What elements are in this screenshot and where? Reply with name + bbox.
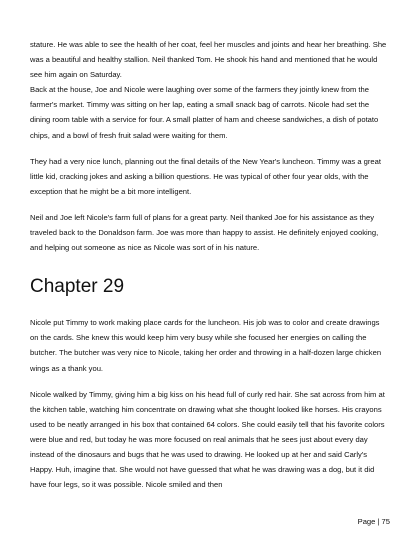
chapter-heading: Chapter 29 (30, 276, 125, 298)
paragraph: stature. He was able to see the health of her coat, feel her muscles and joints and hear her breathing. She was a beautiful and healthy stallion. Neil thanked Tom. He shook his hand and mentioned that he would see him again on Saturday. (30, 40, 387, 80)
page-number: Page | 75 (357, 517, 390, 526)
paragraph: Neil and Joe left Nicole's farm full of plans for a great party. Neil thanked Joe for his assistance as they traveled back to the Donaldson farm. Joe was more than happy to assist. He definitely enjoyed cooking, and helping out someone as nice as Nicole was sort of in his nature. (30, 212, 379, 253)
paragraph: Nicole put Timmy to work making place cards for the luncheon. His job was to color and create drawings on the cards. She knew this would keep him very busy while she focused her energies on calling the butcher. The butcher was very nice to Nicole, taking her order and throwing in a half-dozen large chicken wings as a thank you. (30, 318, 382, 373)
paragraph: Back at the house, Joe and Nicole were laughing over some of the farmers they jointly knew from the farmer's market. Timmy was sitting on her lap, eating a small snack bag of carrots. Nicole had set the dining room table with a service for four. A small platter of ham and cheese sandwiches, a dish of potato chips, and a bowl of fresh fruit salad were waiting for them. (30, 85, 379, 140)
page-body (30, 37, 390, 503)
paragraph: Nicole walked by Timmy, giving him a big kiss on his head full of curly red hair. She sat across from him at the kitchen table, watching him concentrate on drawing what she thought looked like horses. His crayons used to be neatly arranged in his box that contained 64 colors. She could easily tell that his favorite colors were blue and red, but today he was more focused on real animals that he sees just about every day instead of the dinosaurs and bugs that he was used to drawing. He looked up at her and said Carly's Happy. Huh, imagine that. She would not have guessed that what he was drawing was a dog, but it did have four legs, so it was possible. Nicole smiled and then (30, 389, 385, 490)
paragraph: They had a very nice lunch, planning out the final details of the New Year's luncheon. Timmy was a great little kid, cracking jokes and asking a billion questions. He was typical of other four year olds, with the exception that he might be a bit more intelligent. (30, 156, 381, 196)
